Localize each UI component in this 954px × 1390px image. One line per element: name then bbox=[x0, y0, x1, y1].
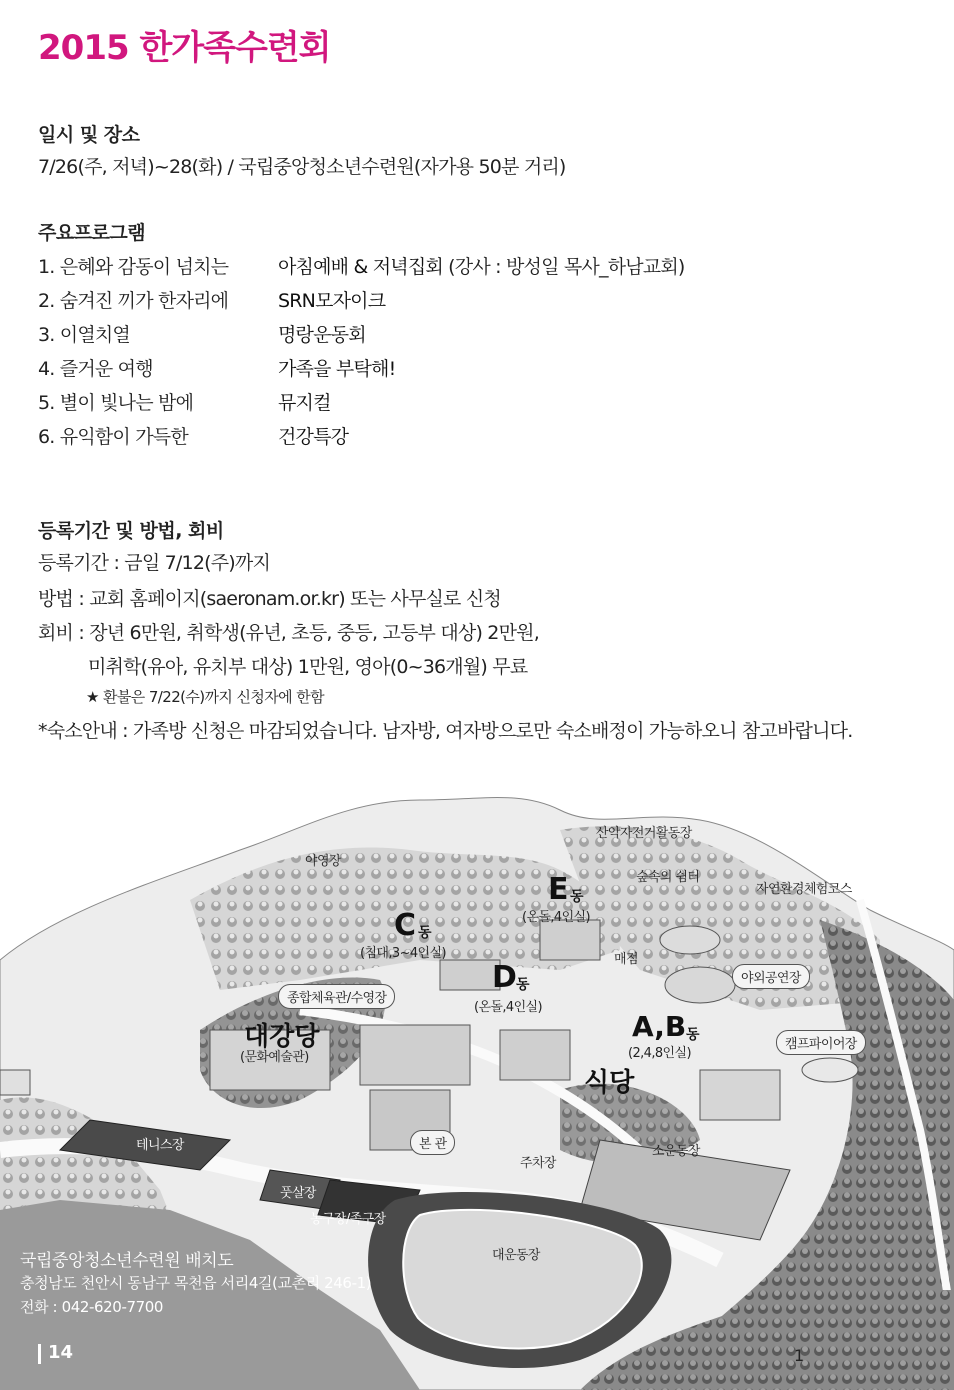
map-label-d-building-info: (온돌,4인실) bbox=[474, 1000, 542, 1015]
list-item bbox=[38, 422, 348, 449]
map-label-campsite: 야영장 bbox=[305, 854, 341, 869]
lodging-note: *숙소안내 : 가족방 신청은 마감되었습니다. 남자방, 여자방으로만 숙소배정이 가능하오니 참고바랍니다. bbox=[38, 720, 853, 742]
map-label-nature-course: 자연환경체험코스 bbox=[756, 882, 852, 897]
registration-fee-line2: 미취학(유아, 유치부 대상) 1만원, 영아(0~36개월) 무료 bbox=[88, 656, 528, 678]
map-label-main-hall-info: (문화예술관) bbox=[240, 1050, 309, 1065]
map-label-c-building: C bbox=[394, 908, 417, 943]
program-theme: 6. 유익함이 가득한 bbox=[38, 426, 188, 448]
program-name: 아침예배 & 저녁집회 bbox=[278, 256, 443, 278]
registration-heading: 등록기간 및 방법, 회비 bbox=[38, 520, 224, 542]
map-label-forest-rest: 숲속의 쉼터 bbox=[636, 870, 700, 885]
program-theme: 4. 즐거운 여행 bbox=[38, 358, 153, 380]
program-theme: 1. 은혜와 감동이 넘치는 bbox=[38, 256, 229, 278]
program-name: SRN모자이크 bbox=[278, 290, 386, 312]
map-label-main-hall: 대강당 bbox=[244, 1022, 320, 1052]
map-label-basketball: 농구장/족구장 bbox=[310, 1212, 386, 1227]
list-item bbox=[38, 354, 395, 381]
list-item bbox=[38, 252, 685, 279]
page-number: 14 bbox=[48, 1342, 74, 1363]
map-label-ab-building-suffix: 동 bbox=[686, 1027, 700, 1043]
schedule-heading: 일시 및 장소 bbox=[38, 124, 140, 146]
map-label-campfire: 캠프파이어장 bbox=[776, 1030, 866, 1055]
campus-map bbox=[0, 770, 954, 1390]
map-label-e-building-info: (온돌,4인실) bbox=[522, 910, 590, 925]
program-theme: 3. 이열치열 bbox=[38, 324, 130, 346]
map-label-mtb-field: 산악자전거활동장 bbox=[596, 826, 692, 841]
map-label-big-field: 대운동장 bbox=[492, 1248, 540, 1263]
refund-note: ★ 환불은 7/22(수)까지 신청자에 한함 bbox=[86, 688, 324, 706]
program-name: 건강특강 bbox=[278, 426, 349, 448]
corner-mark: 1 bbox=[794, 1346, 805, 1365]
map-label-outdoor-stage: 야외공연장 bbox=[732, 964, 810, 989]
map-caption-phone: 전화 : 042-620-7700 bbox=[20, 1298, 164, 1316]
map-caption-title: 국립중앙청소년수련원 배치도 bbox=[20, 1251, 234, 1271]
map-label-dining-hall: 식당 bbox=[584, 1068, 635, 1098]
page-number-divider bbox=[38, 1344, 41, 1364]
map-label-ab-building-info: (2,4,8인실) bbox=[628, 1046, 691, 1061]
map-label-gym-pool: 종합체육관/수영장 bbox=[278, 984, 395, 1009]
registration-method: 방법 : 교회 홈페이지(saeronam.or.kr) 또는 사무실로 신청 bbox=[38, 588, 501, 610]
map-label-small-field: 소운동장 bbox=[652, 1144, 700, 1159]
program-theme: 2. 숨겨진 끼가 한자리에 bbox=[38, 290, 229, 312]
registration-period: 등록기간 : 금일 7/12(주)까지 bbox=[38, 552, 270, 574]
program-name: 가족을 부탁해! bbox=[278, 358, 396, 380]
program-theme: 5. 별이 빛나는 밤에 bbox=[38, 392, 194, 414]
list-item bbox=[38, 286, 385, 313]
program-heading: 주요프로그램 bbox=[38, 222, 146, 244]
page-title: 2015 한가족수련회 bbox=[38, 28, 331, 68]
program-name: 뮤지컬 bbox=[278, 392, 331, 414]
map-caption-address: 충청남도 천안시 동남구 목천읍 서리4길(교촌리 246-1) bbox=[20, 1274, 372, 1292]
registration-fee-line1: 회비 : 장년 6만원, 취학생(유년, 초등, 중등, 고등부 대상) 2만원, bbox=[38, 622, 539, 644]
map-label-e-building: E bbox=[548, 872, 569, 907]
map-label-shop: 매점 bbox=[614, 952, 638, 967]
map-label-c-building-info: (침대,3~4인실) bbox=[360, 946, 446, 961]
map-label-parking: 주차장 bbox=[520, 1156, 556, 1171]
map-label-d-building: D bbox=[492, 960, 517, 995]
map-label-d-building-suffix: 동 bbox=[516, 977, 530, 993]
list-item bbox=[38, 320, 366, 347]
map-label-futsal: 풋살장 bbox=[280, 1186, 316, 1201]
program-name: 명랑운동회 bbox=[278, 324, 366, 346]
list-item bbox=[38, 388, 331, 415]
map-label-ab-building: A,B bbox=[632, 1010, 687, 1043]
map-label-main-building: 본 관 bbox=[410, 1130, 455, 1155]
map-label-e-building-suffix: 동 bbox=[570, 889, 584, 905]
schedule-text: 7/26(주, 저녁)~28(화) / 국립중앙청소년수련원(자가용 50분 거리) bbox=[38, 156, 566, 178]
program-speaker: (강사 : 방성일 목사_하남교회) bbox=[442, 256, 685, 278]
map-label-c-building-suffix: 동 bbox=[418, 925, 432, 941]
map-label-tennis: 테니스장 bbox=[136, 1138, 184, 1153]
